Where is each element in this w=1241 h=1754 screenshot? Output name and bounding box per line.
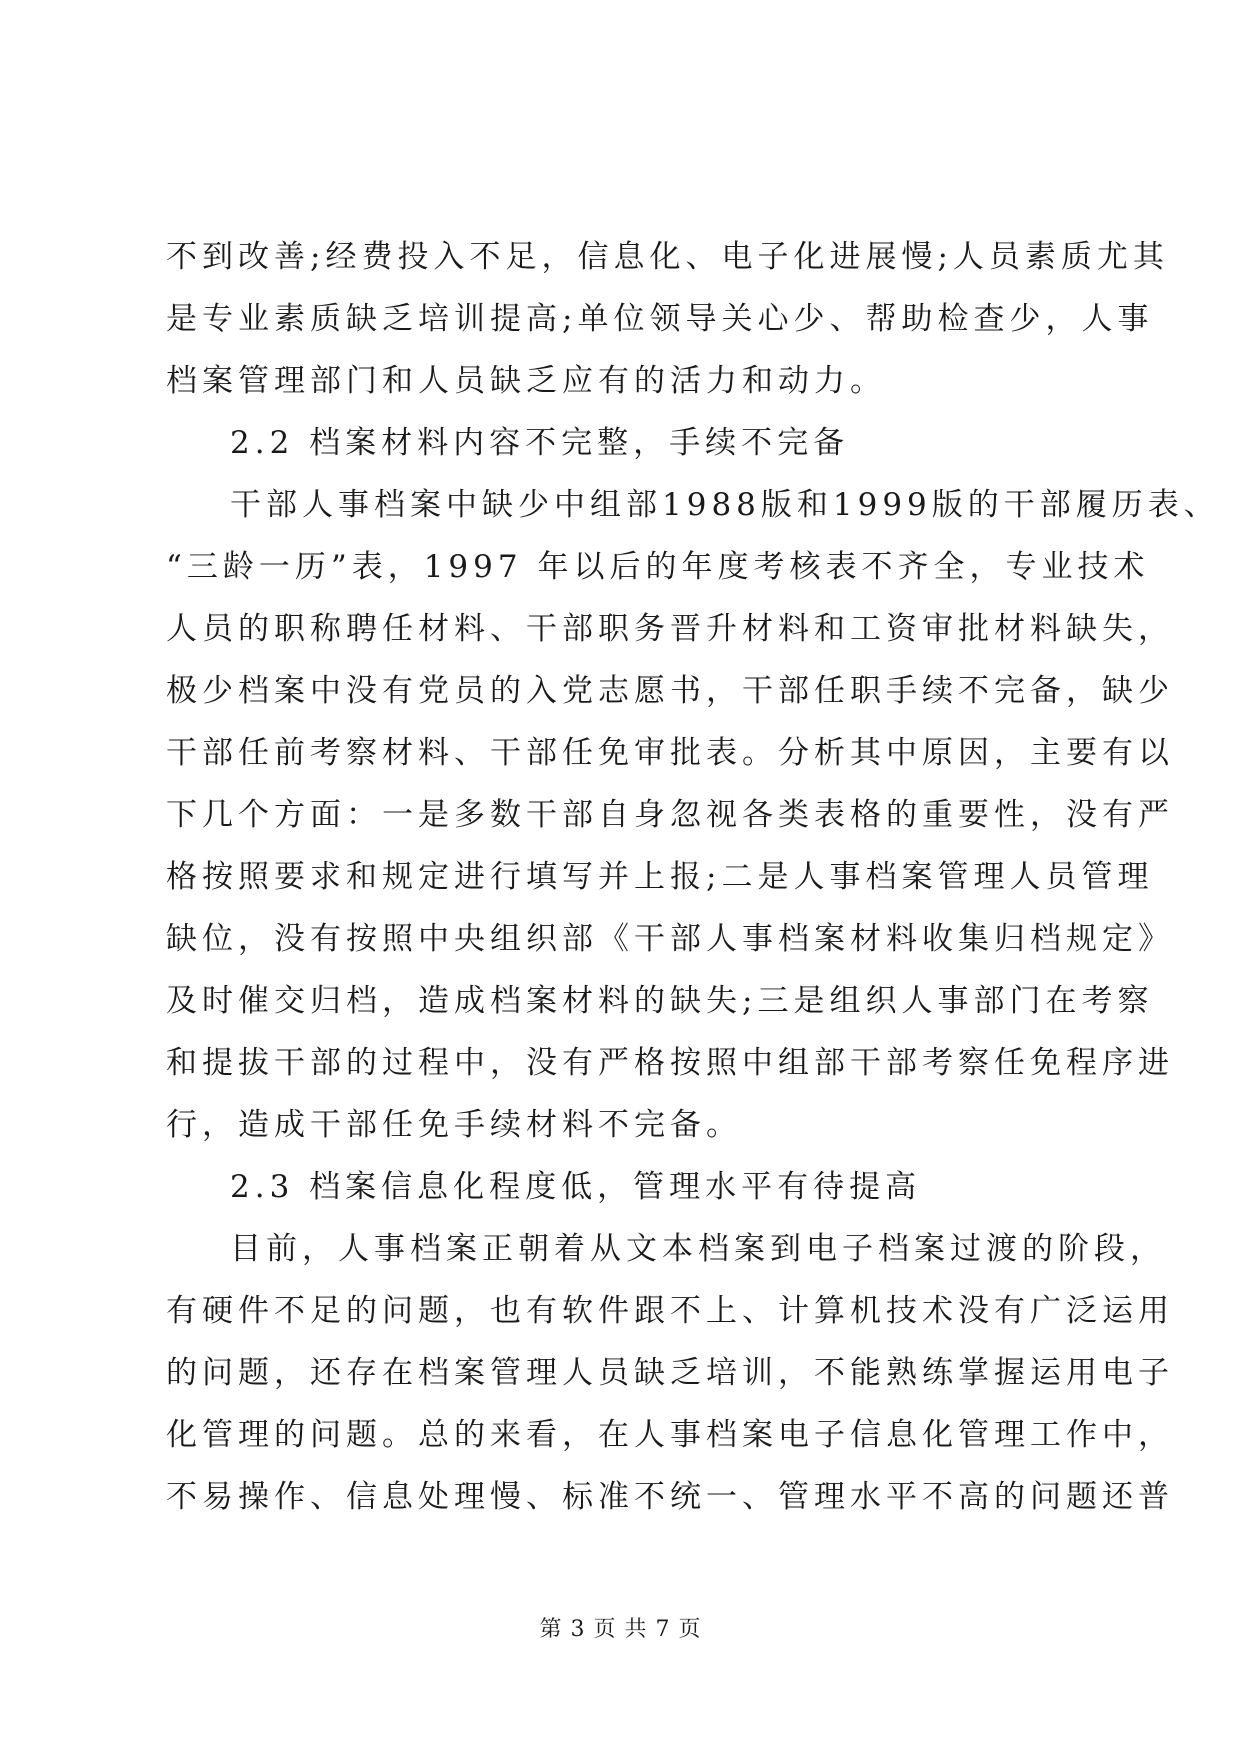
text-line: 档案管理部门和人员缺乏应有的活力和动力。 xyxy=(166,363,886,399)
text-line: 有硬件不足的问题，也有软件跟不上、计算机技术没有广泛运用 xyxy=(166,1293,1174,1329)
text-line: 极少档案中没有党员的入党志愿书，干部任职手续不完备，缺少 xyxy=(166,673,1174,709)
text-line: “三龄一历”表，1997 年以后的年度考核表不齐全，专业技术 xyxy=(166,549,1150,585)
text-line: 和提拔干部的过程中，没有严格按照中组部干部考察任免程序进 xyxy=(166,1045,1174,1081)
text-line: 的问题，还存在档案管理人员缺乏培训，不能熟练掌握运用电子 xyxy=(166,1355,1174,1391)
paragraph-first-line: 2.3 档案信息化程度低，管理水平有待提高 xyxy=(230,1169,922,1205)
text-line: 及时催交归档，造成档案材料的缺失;三是组织人事部门在考察 xyxy=(166,983,1154,1019)
paragraph-first-line: 目前，人事档案正朝着从文本档案到电子档案过渡的阶段， xyxy=(230,1231,1166,1267)
text-line: 不易操作、信息处理慢、标准不统一、管理水平不高的问题还普 xyxy=(166,1479,1174,1515)
page-footer: 第 3 页 共 7 页 xyxy=(539,1617,702,1642)
text-line: 干部任前考察材料、干部任免审批表。分析其中原因，主要有以 xyxy=(166,735,1174,771)
text-line: 下几个方面：一是多数干部自身忽视各类表格的重要性，没有严 xyxy=(166,797,1174,833)
text-line: 缺位，没有按照中央组织部《干部人事档案材料收集归档规定》 xyxy=(166,921,1174,957)
text-line: 不到改善;经费投入不足，信息化、电子化进展慢;人员素质尤其 xyxy=(166,239,1169,275)
text-line: 是专业素质缺乏培训提高;单位领导关心少、帮助检查少，人事 xyxy=(166,301,1154,337)
body-text xyxy=(166,226,1220,1528)
paragraph-first-line: 2.2 档案材料内容不完整，手续不完备 xyxy=(230,425,850,461)
text-line: 化管理的问题。总的来看，在人事档案电子信息化管理工作中， xyxy=(166,1417,1174,1453)
text-line: 行，造成干部任免手续材料不完备。 xyxy=(166,1107,742,1143)
text-line: 格按照要求和规定进行填写并上报;二是人事档案管理人员管理 xyxy=(166,859,1154,895)
text-line: 人员的职称聘任材料、干部职务晋升材料和工资审批材料缺失， xyxy=(166,611,1174,647)
paragraph-first-line: 干部人事档案中缺少中组部1988版和1999版的干部履历表、 xyxy=(230,487,1220,523)
